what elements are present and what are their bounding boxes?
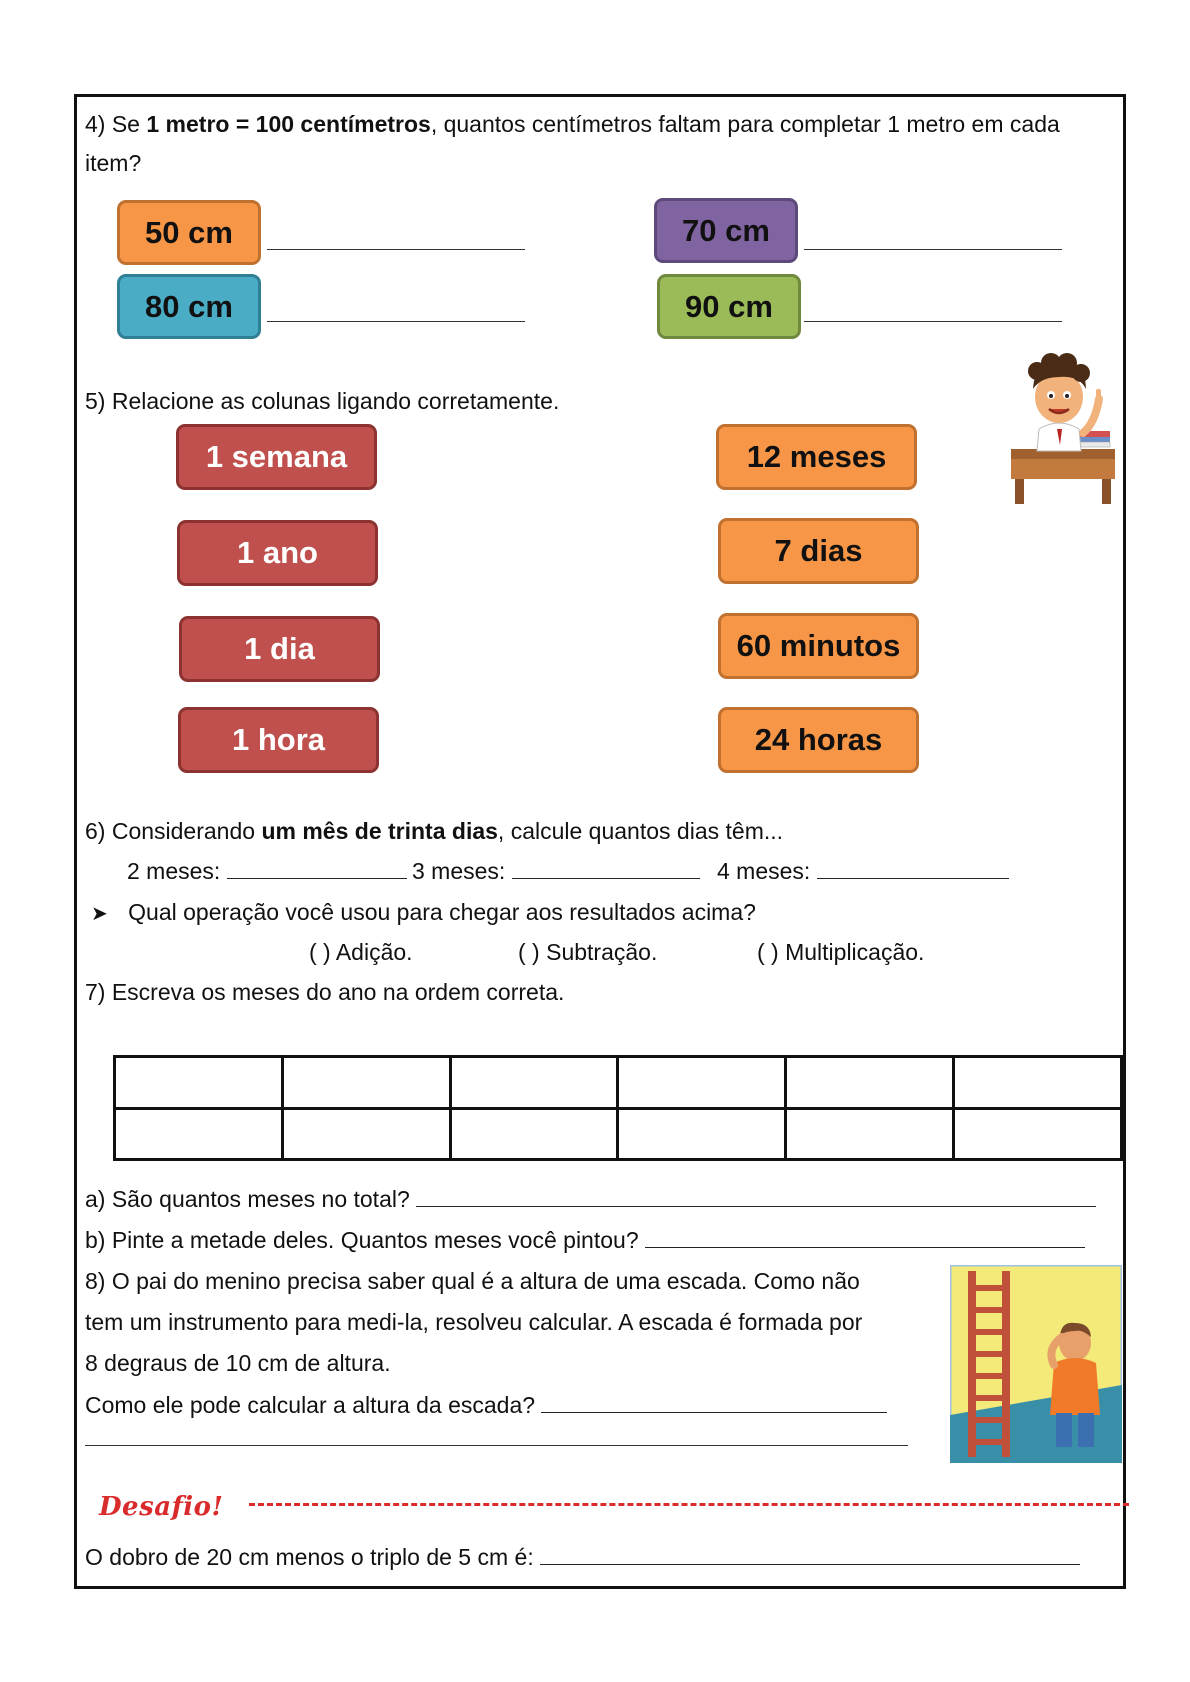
box-1-hora[interactable]: 1 hora — [178, 707, 379, 773]
month-cell[interactable] — [618, 1057, 786, 1109]
month-cell[interactable] — [618, 1108, 786, 1160]
answer-blank[interactable] — [817, 856, 1009, 879]
month-cell[interactable] — [786, 1057, 954, 1109]
month-cell[interactable] — [115, 1108, 283, 1160]
month-cell[interactable] — [115, 1057, 283, 1109]
box-50cm: 50 cm — [117, 200, 261, 265]
month-cell[interactable] — [954, 1057, 1122, 1109]
answer-line[interactable] — [267, 321, 525, 322]
answer-blank[interactable] — [512, 856, 700, 879]
q7-a: a) São quantos meses no total? — [85, 1184, 1096, 1214]
months-table — [113, 1055, 1123, 1161]
answer-line[interactable] — [85, 1445, 908, 1446]
option-multiplicacao[interactable]: ( ) Multiplicação. — [757, 939, 925, 965]
q8-line3: 8 degraus de 10 cm de altura. — [85, 1350, 391, 1376]
answer-line[interactable] — [804, 321, 1062, 322]
month-cell[interactable] — [282, 1057, 450, 1109]
q6-item-4-meses: 4 meses: — [717, 856, 1009, 886]
box-90cm: 90 cm — [657, 274, 801, 339]
box-24-horas[interactable]: 24 horas — [718, 707, 919, 773]
box-60-minutos[interactable]: 60 minutos — [718, 613, 919, 679]
box-1-ano[interactable]: 1 ano — [177, 520, 378, 586]
month-cell[interactable] — [450, 1108, 618, 1160]
answer-blank[interactable] — [540, 1542, 1080, 1565]
q6-statement: 6) Considerando um mês de trinta dias, calcule quantos dias têm... — [85, 818, 784, 844]
answer-line[interactable] — [267, 249, 525, 250]
month-cell[interactable] — [786, 1108, 954, 1160]
q7-b: b) Pinte a metade deles. Quantos meses você pintou? — [85, 1225, 1085, 1255]
arrow-bullet-icon: ➤ — [91, 903, 108, 925]
box-12-meses[interactable]: 12 meses — [716, 424, 917, 490]
box-1-dia[interactable]: 1 dia — [179, 616, 380, 682]
table-row — [115, 1057, 1122, 1109]
box-7-dias[interactable]: 7 dias — [718, 518, 919, 584]
challenge-title: Desafio! — [99, 1492, 224, 1522]
ladder-man-icon — [950, 1265, 1122, 1463]
box-70cm: 70 cm — [654, 198, 798, 263]
answer-blank[interactable] — [227, 856, 407, 879]
option-adicao[interactable]: ( ) Adição. — [309, 939, 413, 965]
q6-item-3-meses: 3 meses: — [412, 856, 700, 886]
boy-at-desk-icon — [1007, 337, 1122, 507]
box-80cm: 80 cm — [117, 274, 261, 339]
month-cell[interactable] — [954, 1108, 1122, 1160]
answer-blank[interactable] — [541, 1390, 887, 1413]
table-row — [115, 1108, 1122, 1160]
q6-item-2-meses: 2 meses: — [127, 856, 407, 886]
month-cell[interactable] — [282, 1108, 450, 1160]
q7-title: 7) Escreva os meses do ano na ordem correta. — [85, 979, 565, 1005]
worksheet — [74, 94, 1126, 1589]
q8-line2: tem um instrumento para medi-la, resolveu calcular. A escada é formada por — [85, 1309, 863, 1335]
q5-title: 5) Relacione as colunas ligando corretamente. — [85, 388, 560, 414]
answer-line[interactable] — [804, 249, 1062, 250]
month-cell[interactable] — [450, 1057, 618, 1109]
challenge-divider — [249, 1503, 1129, 1506]
box-1-semana[interactable]: 1 semana — [176, 424, 377, 490]
answer-blank[interactable] — [416, 1184, 1096, 1207]
q4-statement: 4) Se 1 metro = 100 centímetros, quantos centímetros faltam para completar 1 metro em cada item? — [85, 111, 1060, 176]
q6-question: ➤ Qual operação você usou para chegar aos resultados acima? — [91, 899, 756, 925]
option-subtracao[interactable]: ( ) Subtração. — [518, 939, 658, 965]
q8-question: Como ele pode calcular a altura da escada? — [85, 1390, 887, 1420]
answer-blank[interactable] — [645, 1225, 1085, 1248]
q8-line1: 8) O pai do menino precisa saber qual é a altura de uma escada. Como não — [85, 1268, 860, 1294]
challenge-text: O dobro de 20 cm menos o triplo de 5 cm é: — [85, 1542, 1080, 1572]
